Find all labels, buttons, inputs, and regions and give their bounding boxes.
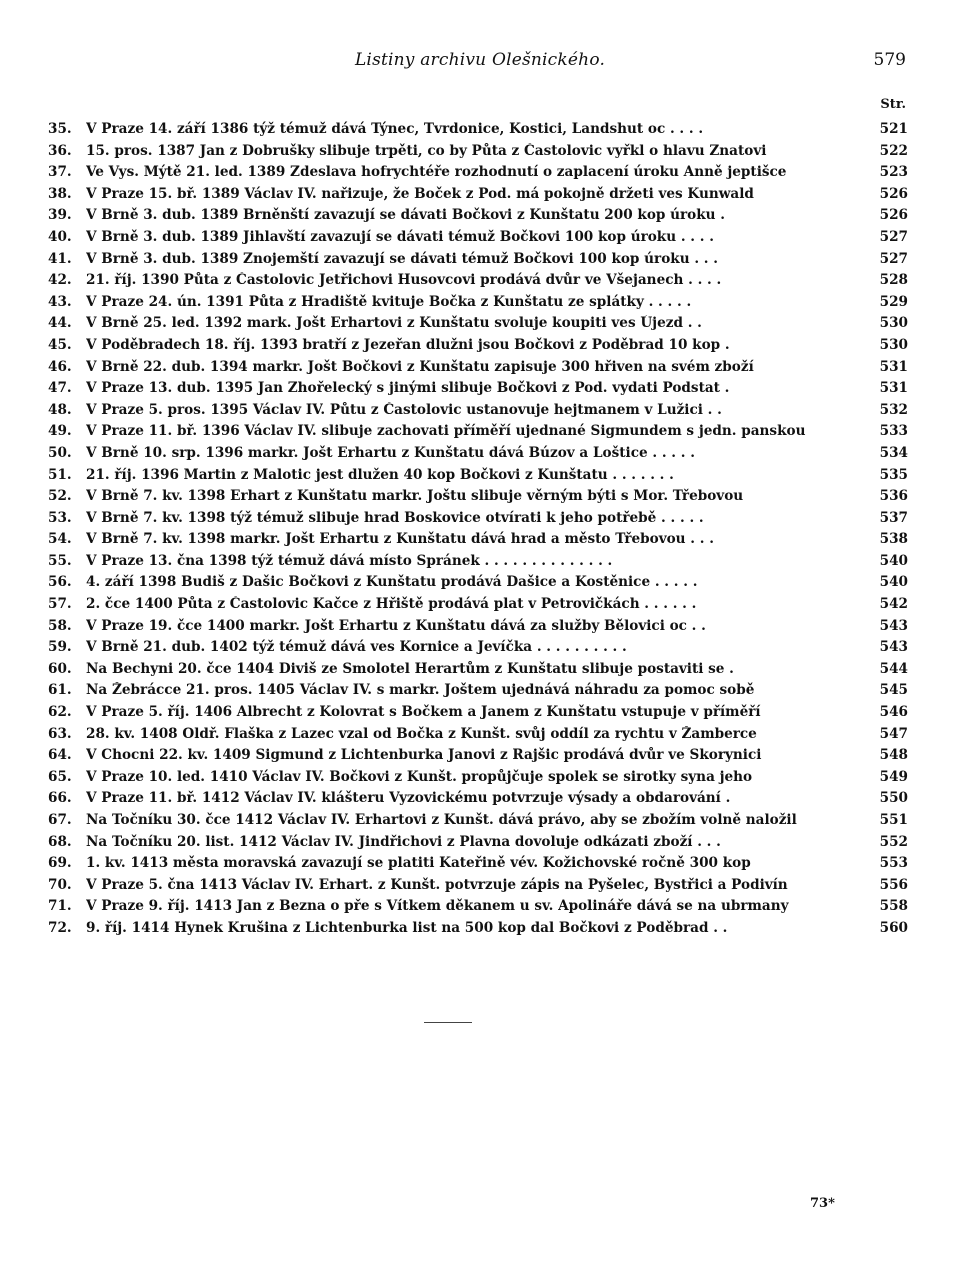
contents-entry — [48, 531, 908, 553]
entry-number: 58. — [48, 617, 72, 634]
entry-text: V Brně 22. dub. 1394 markr. Jošt Bočkovi z Kunštatu zapisuje 300 hřiven na svém zboží — [86, 358, 754, 375]
entry-page: 531 — [879, 358, 908, 375]
contents-entry — [48, 164, 908, 186]
entry-page: 522 — [879, 142, 908, 159]
entry-number: 41. — [48, 250, 72, 267]
entry-number: 49. — [48, 423, 72, 440]
entry-page: 546 — [879, 704, 908, 721]
contents-entry — [48, 143, 908, 165]
entry-number: 35. — [48, 121, 72, 137]
entry-page: 551 — [879, 812, 908, 828]
contents-entry — [48, 207, 908, 229]
contents-entry — [48, 445, 908, 467]
entry-number: 60. — [48, 660, 72, 677]
entry-text: 4. září 1398 Budiš z Dašic Bočkovi z Kunštatu prodává Dašice a Kostěnice . . . . . — [86, 574, 698, 591]
entry-page: 534 — [879, 444, 908, 461]
entry-text: V Praze 24. ún. 1391 Půta z Hradiště kvituje Bočka z Kunštatu ze splátky . . . . . — [86, 293, 692, 310]
entry-text: V Praze 14. září 1386 týž témuž dává Týnec, Tvrdonice, Kostici, Landshut oc . . . . — [86, 121, 704, 137]
entry-page: 560 — [879, 919, 908, 936]
contents-entry — [48, 898, 908, 920]
contents-entry — [48, 186, 908, 208]
entry-page: 526 — [879, 185, 908, 202]
entry-text: V Praze 13. čna 1398 týž témuž dává místo Spránek . . . . . . . . . . . . . . — [86, 552, 613, 569]
entry-text: V Praze 15. bř. 1389 Václav IV. nařizuje, že Boček z Pod. má pokojně držeti ves Kunwald — [86, 185, 754, 202]
entry-text: V Praze 5. říj. 1406 Albrecht z Kolovrat s Bočkem a Janem z Kunštatu vstupuje v příměří — [86, 704, 761, 721]
entry-page: 553 — [879, 855, 908, 872]
contents-entry — [48, 488, 908, 510]
entry-text: V Poděbradech 18. říj. 1393 bratří z Jezeřan dlužni jsou Bočkovi z Poděbrad 10 kop . — [86, 336, 730, 353]
contents-entry — [48, 920, 908, 942]
entry-number: 39. — [48, 207, 72, 224]
contents-entry — [48, 596, 908, 618]
entry-text: 9. říj. 1414 Hynek Krušina z Lichtenburka list na 500 kop dal Bočkovi z Poděbrad . . — [86, 919, 728, 936]
entry-page: 543 — [879, 617, 908, 634]
contents-entry — [48, 467, 908, 489]
entry-page: 543 — [879, 639, 908, 656]
entry-text: V Praze 5. pros. 1395 Václav IV. Půtu z Častolovic ustanovuje hejtmanem v Lužici . . — [86, 401, 722, 418]
entry-text: V Brně 7. kv. 1398 týž témuž slibuje hrad Boskovice otvírati k jeho potřebě . . . . . — [86, 509, 704, 526]
page-column-label: Str. — [880, 97, 906, 112]
entry-text: V Brně 25. led. 1392 mark. Jošt Erhartovi z Kunštatu svoluje koupiti ves Újezd . . — [86, 315, 702, 332]
entry-number: 51. — [48, 466, 72, 483]
contents-entry — [48, 423, 908, 445]
contents-entry — [48, 834, 908, 856]
contents-entry — [48, 812, 908, 834]
entry-number: 70. — [48, 876, 72, 893]
entry-number: 45. — [48, 336, 72, 353]
entry-number: 46. — [48, 358, 72, 375]
entry-text: 1. kv. 1413 města moravská zavazují se platiti Kateřině vév. Kožichovské ročně 300 kop — [86, 855, 751, 872]
entry-number: 63. — [48, 725, 72, 742]
entry-number: 54. — [48, 531, 72, 548]
entry-page: 558 — [879, 898, 908, 915]
entry-page: 527 — [879, 228, 908, 245]
contents-entry — [48, 553, 908, 575]
contents-entry — [48, 359, 908, 381]
entry-page: 532 — [879, 401, 908, 418]
entry-text: Na Bechyni 20. čce 1404 Diviš ze Smolotel Herartům z Kunštatu slibuje postaviti se . — [86, 660, 734, 677]
entry-text: V Brně 7. kv. 1398 markr. Jošt Erhartu z Kunštatu dává hrad a město Třebovou . . . — [86, 531, 714, 548]
entry-text: V Chocni 22. kv. 1409 Sigmund z Lichtenburka Janovi z Rajšic prodává dvůr ve Skorynici — [86, 747, 762, 764]
entry-page: 548 — [879, 747, 908, 764]
contents-entry — [48, 272, 908, 294]
contents-entry — [48, 121, 908, 143]
entry-page: 523 — [879, 164, 908, 181]
contents-entry — [48, 618, 908, 640]
entry-number: 48. — [48, 401, 72, 418]
entry-text: 28. kv. 1408 Oldř. Flaška z Lazec vzal od Bočka z Kunšt. svůj oddíl za rychtu v Žamberce — [86, 725, 757, 742]
entry-text: V Praze 19. čce 1400 markr. Jošt Erhartu z Kunštatu dává za služby Bělovici oc . . — [86, 617, 706, 634]
page-number: 579 — [873, 50, 906, 70]
entry-page: 549 — [879, 768, 908, 785]
entry-number: 44. — [48, 315, 72, 332]
entry-text: 21. říj. 1390 Půta z Častolovic Jetřichovi Husovcovi prodává dvůr ve Všejanech . . . . — [86, 272, 722, 289]
entry-text: V Brně 3. dub. 1389 Jihlavští zavazují se dávati témuž Bočkovi 100 kop úroku . . . . — [86, 228, 714, 245]
entry-text: Na Žebrácce 21. pros. 1405 Václav IV. s markr. Joštem ujednává náhradu za pomoc sobě — [86, 682, 755, 699]
entry-number: 53. — [48, 509, 72, 526]
entry-text: V Brně 3. dub. 1389 Znojemští zavazují se dávati témuž Bočkovi 100 kop úroku . . . — [86, 250, 718, 267]
entry-page: 540 — [879, 552, 908, 569]
contents-entry — [48, 315, 908, 337]
entry-number: 71. — [48, 898, 72, 915]
entry-number: 66. — [48, 790, 72, 807]
entry-page: 521 — [879, 121, 908, 137]
entry-number: 69. — [48, 855, 72, 872]
entry-text: V Praze 11. bř. 1412 Václav IV. klášteru Vyzovickému potvrzuje výsady a obdarování . — [86, 790, 731, 807]
entry-page: 540 — [879, 574, 908, 591]
entry-page: 530 — [879, 336, 908, 353]
entry-page: 528 — [879, 272, 908, 289]
contents-entry — [48, 229, 908, 251]
contents-entry — [48, 380, 908, 402]
entry-page: 537 — [879, 509, 908, 526]
entry-number: 67. — [48, 812, 72, 828]
entry-page: 550 — [879, 790, 908, 807]
entry-text: 2. čce 1400 Půta z Častolovic Kačce z Hřiště prodává plat v Petrovičkách . . . . . . — [86, 596, 697, 613]
contents-entry — [48, 726, 908, 748]
entry-number: 55. — [48, 552, 72, 569]
entry-number: 62. — [48, 704, 72, 721]
divider-rule — [424, 1022, 472, 1023]
entry-number: 47. — [48, 380, 72, 397]
contents-entry — [48, 510, 908, 532]
contents-entry — [48, 251, 908, 273]
running-title: Listiny archivu Olešnického. — [354, 50, 606, 70]
entry-page: 536 — [879, 488, 908, 505]
running-head — [50, 50, 910, 72]
entry-text: V Praze 9. říj. 1413 Jan z Bezna o pře s Vítkem děkanem u sv. Apolináře dává se na ubrmany — [86, 898, 789, 915]
entry-page: 547 — [879, 725, 908, 742]
entry-page: 530 — [879, 315, 908, 332]
entry-number: 50. — [48, 444, 72, 461]
contents-entry — [48, 855, 908, 877]
contents-list — [48, 121, 908, 942]
entry-number: 36. — [48, 142, 72, 159]
entry-page: 542 — [879, 596, 908, 613]
entry-page: 556 — [879, 876, 908, 893]
entry-page: 531 — [879, 380, 908, 397]
contents-entry — [48, 790, 908, 812]
contents-entry — [48, 574, 908, 596]
entry-text: 21. říj. 1396 Martin z Malotic jest dlužen 40 kop Bočkovi z Kunštatu . . . . . . . — [86, 466, 674, 483]
entry-number: 72. — [48, 919, 72, 936]
entry-number: 68. — [48, 833, 72, 850]
entry-number: 56. — [48, 574, 72, 591]
entry-page: 533 — [879, 423, 908, 440]
contents-entry — [48, 639, 908, 661]
entry-text: V Praze 13. dub. 1395 Jan Zhořelecký s jinými slibuje Bočkovi z Pod. vydati Podstat . — [86, 380, 730, 397]
entry-text: V Brně 21. dub. 1402 týž témuž dává ves Kornice a Jevíčka . . . . . . . . . . — [86, 639, 627, 656]
entry-text: V Praze 11. bř. 1396 Václav IV. slibuje zachovati příměří ujednané Sigmundem s jedn. panskou — [86, 423, 806, 440]
entry-number: 38. — [48, 185, 72, 202]
entry-text: Na Točníku 20. list. 1412 Václav IV. Jindřichovi z Plavna dovoluje odkázati zboží . . . — [86, 833, 721, 850]
contents-entry — [48, 877, 908, 899]
contents-entry — [48, 769, 908, 791]
contents-entry — [48, 747, 908, 769]
contents-entry — [48, 294, 908, 316]
entry-text: Ve Vys. Mýtě 21. led. 1389 Zdeslava hofrychtéře rozhodnutí o zaplacení úroku Anně jeptišce — [86, 164, 787, 181]
entry-number: 65. — [48, 768, 72, 785]
entry-number: 61. — [48, 682, 72, 699]
entry-page: 552 — [879, 833, 908, 850]
entry-number: 52. — [48, 488, 72, 505]
entry-page: 529 — [879, 293, 908, 310]
contents-entry — [48, 682, 908, 704]
entry-text: V Brně 10. srp. 1396 markr. Jošt Erhartu z Kunštatu dává Búzov a Loštice . . . . . — [86, 444, 695, 461]
entry-number: 43. — [48, 293, 72, 310]
entry-number: 40. — [48, 228, 72, 245]
entry-page: 526 — [879, 207, 908, 224]
entry-text: Na Točníku 30. čce 1412 Václav IV. Erhartovi z Kunšt. dává právo, aby se zbožím volně naložil — [86, 812, 797, 828]
entry-text: V Brně 3. dub. 1389 Brněnští zavazují se dávati Bočkovi z Kunštatu 200 kop úroku . — [86, 207, 726, 224]
entry-number: 37. — [48, 164, 72, 181]
entry-text: 15. pros. 1387 Jan z Dobrušky slibuje trpěti, co by Půta z Častolovic vyřkl o hlavu Znatovi — [86, 142, 767, 159]
entry-text: V Brně 7. kv. 1398 Erhart z Kunštatu markr. Joštu slibuje věrným býti s Mor. Třebovou — [86, 488, 744, 505]
signature-mark: 73* — [810, 1196, 835, 1211]
contents-entry — [48, 661, 908, 683]
entry-page: 538 — [879, 531, 908, 548]
entry-page: 545 — [879, 682, 908, 699]
entry-number: 42. — [48, 272, 72, 289]
entry-number: 64. — [48, 747, 72, 764]
entry-page: 535 — [879, 466, 908, 483]
entry-number: 59. — [48, 639, 72, 656]
entry-page: 527 — [879, 250, 908, 267]
entry-page: 544 — [879, 660, 908, 677]
entry-number: 57. — [48, 596, 72, 613]
entry-text: V Praze 5. čna 1413 Václav IV. Erhart. z Kunšt. potvrzuje zápis na Pyšelec, Bystřici a Podivín — [86, 876, 788, 893]
contents-entry — [48, 402, 908, 424]
contents-entry — [48, 337, 908, 359]
contents-entry — [48, 704, 908, 726]
entry-text: V Praze 10. led. 1410 Václav IV. Bočkovi z Kunšt. propůjčuje spolek se sirotky syna jeho — [86, 768, 753, 785]
